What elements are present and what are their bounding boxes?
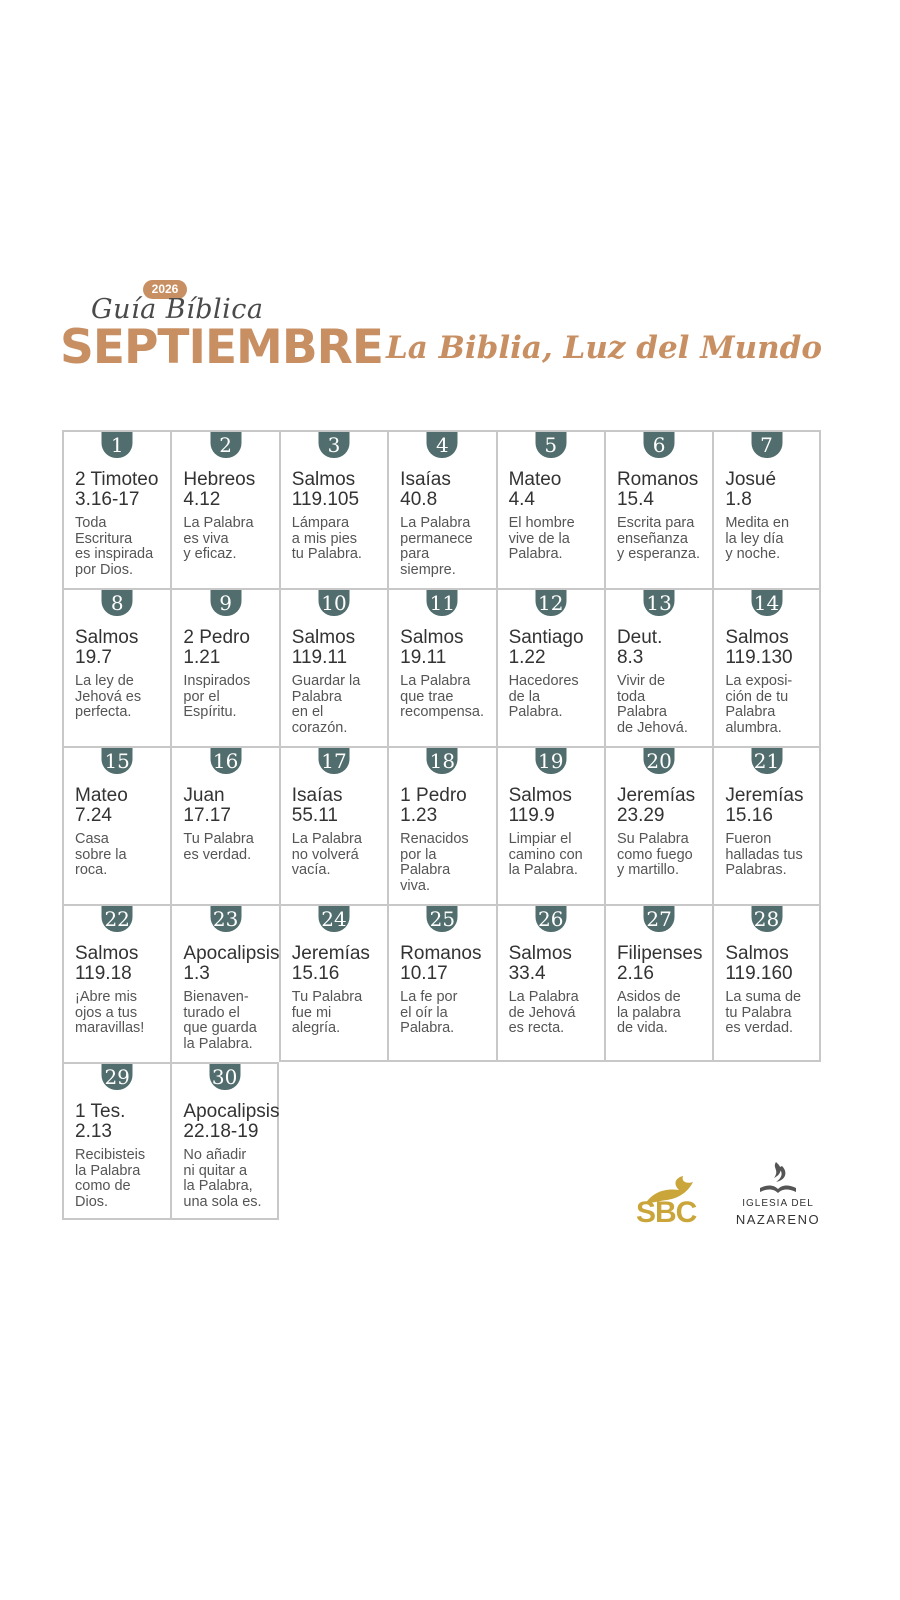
calendar-row <box>62 746 821 904</box>
book-reference: Salmos 119.18 <box>75 943 139 984</box>
book-reference: Jeremías 23.29 <box>616 785 696 826</box>
day-cell <box>62 588 170 746</box>
verse-text: Tu Palabra fue mi alegría. <box>291 989 363 1036</box>
year-badge: 2026 <box>143 280 187 299</box>
book-reference: Salmos 119.160 <box>725 943 793 984</box>
book-reference: Jeremías 15.16 <box>725 785 804 826</box>
book-reference: Isaías 55.11 <box>291 785 343 826</box>
day-number: 8 <box>102 590 133 616</box>
day-number: 11 <box>427 590 458 616</box>
day-number: 27 <box>644 906 675 932</box>
day-cell <box>62 1062 170 1220</box>
day-cell <box>387 430 495 588</box>
day-number: 4 <box>427 432 458 458</box>
verse-text: No añadir ni quitar a la Palabra, una sola es. <box>183 1147 262 1210</box>
book-reference: Juan 17.17 <box>183 785 231 826</box>
verse-text: Renacidos por la Palabra viva. <box>400 831 469 894</box>
day-number: 10 <box>318 590 349 616</box>
day-number: 24 <box>318 906 349 932</box>
sbc-logo-text: SBC <box>636 1196 697 1229</box>
day-number: 26 <box>535 906 566 932</box>
day-number: 20 <box>644 748 675 774</box>
verse-text: El hombre vive de la Palabra. <box>508 515 575 562</box>
verse-text: La suma de tu Palabra es verdad. <box>725 989 802 1036</box>
day-number: 2 <box>210 432 241 458</box>
book-reference: 1 Tes. 2.13 <box>75 1101 126 1142</box>
day-cell <box>387 746 495 904</box>
book-reference: Romanos 10.17 <box>400 943 482 984</box>
verse-text: Fueron halladas tus Palabras. <box>725 831 803 878</box>
verse-text: La Palabra de Jehová es recta. <box>508 989 579 1036</box>
verse-text: Bienaven- turado el que guarda la Palabra. <box>183 989 257 1052</box>
verse-text: Limpiar el camino con la Palabra. <box>508 831 583 878</box>
day-cell <box>604 430 712 588</box>
book-reference: Isaías 40.8 <box>400 469 451 510</box>
day-number: 19 <box>535 748 566 774</box>
day-number: 15 <box>102 748 133 774</box>
book-reference: Salmos 119.9 <box>508 785 572 826</box>
book-reference: Josué 1.8 <box>725 469 777 510</box>
verse-text: Asidos de la palabra de vida. <box>616 989 681 1036</box>
day-number: 16 <box>210 748 241 774</box>
calendar-row <box>62 1062 821 1220</box>
book-reference: Salmos 33.4 <box>508 943 572 984</box>
day-cell <box>62 430 170 588</box>
day-number: 3 <box>318 432 349 458</box>
day-cell <box>496 588 604 746</box>
day-cell <box>604 904 712 1062</box>
day-number: 9 <box>210 590 241 616</box>
month-title: SEPTIEMBRE <box>60 320 383 375</box>
day-number: 22 <box>102 906 133 932</box>
book-reference: Salmos 19.11 <box>400 627 464 668</box>
day-cell <box>604 746 712 904</box>
day-number: 28 <box>751 906 782 932</box>
day-cell <box>604 588 712 746</box>
verse-text: Casa sobre la roca. <box>75 831 127 878</box>
verse-text: Recibisteis la Palabra como de Dios. <box>75 1147 146 1210</box>
book-reference: Apocalipsis 1.3 <box>183 943 280 984</box>
book-reference: Romanos 15.4 <box>616 469 699 510</box>
calendar-row <box>62 430 821 588</box>
day-cell <box>496 430 604 588</box>
day-cell <box>170 430 278 588</box>
book-reference: Salmos 119.105 <box>291 469 360 510</box>
book-reference: Filipenses 2.16 <box>616 943 703 984</box>
day-cell <box>496 746 604 904</box>
calendar-header <box>0 0 900 420</box>
day-number: 29 <box>102 1064 133 1090</box>
calendar-grid <box>62 430 821 1220</box>
verse-text: La exposi- ción de tu Palabra alumbra. <box>725 673 793 736</box>
verse-text: La ley de Jehová es perfecta. <box>75 673 142 720</box>
calendar-row <box>62 904 821 1062</box>
book-reference: Salmos 119.11 <box>291 627 356 668</box>
day-number: 30 <box>209 1064 240 1090</box>
verse-text: La fe por el oír la Palabra. <box>400 989 458 1036</box>
verse-text: Lámpara a mis pies tu Palabra. <box>291 515 362 562</box>
day-number: 17 <box>318 748 349 774</box>
verse-text: Escrita para enseñanza y esperanza. <box>616 515 700 562</box>
book-reference: 2 Pedro 1.21 <box>183 627 250 668</box>
verse-text: ¡Abre mis ojos a tus maravillas! <box>75 989 145 1036</box>
day-cell <box>279 904 387 1062</box>
day-cell <box>496 904 604 1062</box>
verse-text: Medita en la ley día y noche. <box>725 515 790 562</box>
empty-cell <box>387 1062 495 1220</box>
nazarene-logo <box>732 1158 824 1230</box>
day-cell <box>279 430 387 588</box>
nazarene-line1: IGLESIA DEL <box>742 1198 814 1209</box>
calendar-row <box>62 588 821 746</box>
verse-text: Hacedores de la Palabra. <box>508 673 579 720</box>
verse-text: Toda Escritura es inspirada por Dios. <box>75 515 154 578</box>
day-number: 14 <box>751 590 782 616</box>
slogan: La Biblia, Luz del Mundo <box>386 330 822 366</box>
guide-title: Guía Bíblica <box>91 294 264 325</box>
day-cell <box>170 746 278 904</box>
verse-text: La Palabra no volverá vacía. <box>291 831 362 878</box>
verse-text: Guardar la Palabra en el corazón. <box>291 673 361 736</box>
day-cell <box>279 746 387 904</box>
day-number: 21 <box>751 748 782 774</box>
book-reference: Hebreos 4.12 <box>183 469 256 510</box>
book-reference: Salmos 119.130 <box>725 627 793 668</box>
day-cell <box>712 430 820 588</box>
book-reference: Deut. 8.3 <box>616 627 663 668</box>
day-cell <box>62 904 170 1062</box>
book-reference: Jeremías 15.16 <box>291 943 370 984</box>
day-number: 6 <box>644 432 675 458</box>
day-cell <box>712 746 820 904</box>
verse-text: Vivir de toda Palabra de Jehová. <box>616 673 688 736</box>
day-cell <box>712 588 820 746</box>
day-cell <box>279 588 387 746</box>
day-number: 1 <box>102 432 133 458</box>
verse-text: Tu Palabra es verdad. <box>183 831 254 863</box>
book-reference: Apocalipsis 22.18-19 <box>183 1101 280 1142</box>
day-cell <box>387 588 495 746</box>
day-number: 23 <box>210 906 241 932</box>
flame-book-icon <box>732 1158 824 1198</box>
day-cell <box>387 904 495 1062</box>
book-reference: 1 Pedro 1.23 <box>400 785 467 826</box>
day-cell <box>170 1062 278 1220</box>
book-reference: Mateo 4.4 <box>508 469 562 510</box>
empty-cell <box>279 1062 387 1220</box>
book-reference: Mateo 7.24 <box>75 785 128 826</box>
day-number: 13 <box>644 590 675 616</box>
book-reference: Santiago 1.22 <box>508 627 584 668</box>
verse-text: Su Palabra como fuego y martillo. <box>616 831 693 878</box>
day-number: 5 <box>535 432 566 458</box>
day-number: 7 <box>751 432 782 458</box>
verse-text: La Palabra es viva y eficaz. <box>183 515 254 562</box>
day-number: 25 <box>427 906 458 932</box>
day-cell <box>62 746 170 904</box>
verse-text: La Palabra que trae recompensa. <box>400 673 484 720</box>
day-number: 12 <box>535 590 566 616</box>
day-number: 18 <box>427 748 458 774</box>
verse-text: La Palabra permanece para siempre. <box>400 515 473 578</box>
day-cell <box>712 904 820 1062</box>
day-cell <box>170 904 278 1062</box>
book-reference: Salmos 19.7 <box>75 627 139 668</box>
book-reference: 2 Timoteo 3.16-17 <box>75 469 159 510</box>
verse-text: Inspirados por el Espíritu. <box>183 673 251 720</box>
nazarene-line2: NAZARENO <box>735 1212 821 1227</box>
empty-cell <box>496 1062 604 1220</box>
day-cell <box>170 588 278 746</box>
